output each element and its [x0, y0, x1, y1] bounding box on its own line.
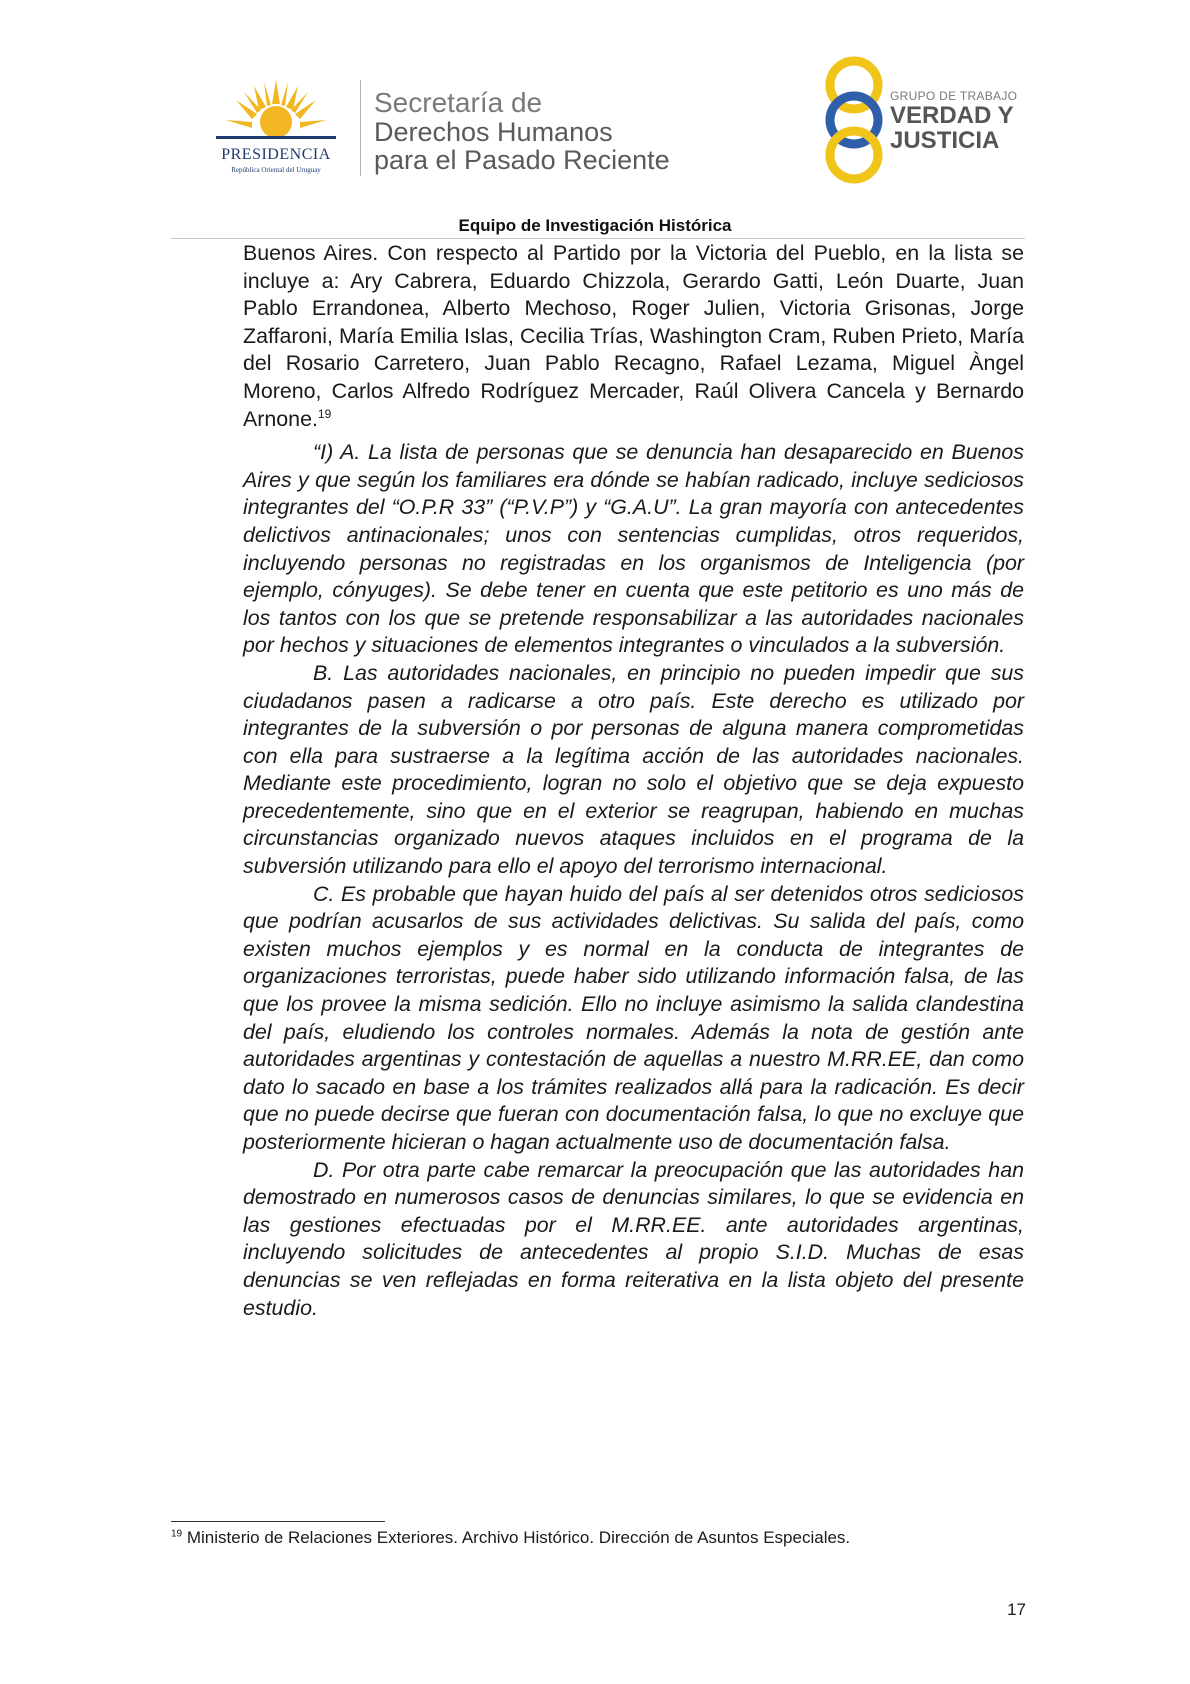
paragraph-intro-text: Buenos Aires. Con respecto al Partido por la Victoria del Pueblo, en la lista se incluye a: Ary Cabrera, Eduardo Chizzola, Gerardo Gatti, León Duarte, Juan Pablo Errandonea, Alberto Mechoso, Roger Julien, Victoria Grisonas, Jorge Zaffaroni, María Emilia Islas, Cecilia Trías, Washington Cram, Ruben Prieto, María del Rosario Carretero, Juan Pablo Recagno, Rafael Lezama, Miguel Àngel Moreno, Carlos Alfredo Rodríguez Mercader, Raúl Olivera Cancela y Bernardo Arnone.	[243, 241, 1024, 431]
presidencia-logo	[196, 78, 356, 178]
footnote	[171, 1528, 850, 1548]
footnote-ref[interactable]: 19	[317, 406, 332, 421]
section-title: Equipo de Investigación Histórica	[458, 216, 732, 235]
footnote-number: 19	[171, 1528, 183, 1540]
presidencia-title: PRESIDENCIA	[221, 146, 331, 163]
header-rule	[171, 238, 1025, 239]
header-divider	[360, 80, 361, 176]
secretaria-line-3: para el Pasado Reciente	[374, 145, 670, 175]
quote-paragraph-c: C. Es probable que hayan huido del país al ser detenidos otros sediciosos que podrían acusarlos de sus actividades delictivas. Su salida del país, como existen muchos ejemplos y es normal en la conducta de integrantes de organizaciones terroristas, puede haber sido utilizando información falsa, de las que los provee la misma sedición. Ello no incluye asimismo la salida clandestina del país, eludiendo los controles normales. Además la nota de gestión ante autoridades argentinas y contestación de aquellas a nuestro M.RR.EE, dan como dato lo sacado en base a los trámites realizados allá para la radicación. Es decir que no puede decirse que fueran con documentación falsa, lo que no excluye que posteriormente hicieran o hagan actualmente uso de documentación falsa.	[243, 881, 1024, 1154]
linked-rings-icon	[820, 55, 890, 185]
grupo-line-3: JUSTICIA	[890, 127, 1000, 154]
quote-paragraph-a: “I) A. La lista de personas que se denuncia han desaparecido en Buenos Aires y que según los familiares era dónde se habían radicado, incluye sediciosos integrantes del “O.P.R 33” (“P.V.P”) y “G.A.U”. La gran mayoría con antecedentes delictivos antinacionales; unos con sentencias cumplidas, otros requeridos, incluyendo personas no registradas en los organismos de Inteligencia (por ejemplo, cónyuges). Se debe tener en cuenta que este petitorio es uno más de los tantos con los que se pretende responsabilizar a las autoridades nacionales por hechos y situaciones de elementos integrantes o vinculados a la subversión.	[243, 440, 1024, 658]
secretaria-logo-text	[374, 88, 670, 174]
secretaria-line-1: Secretaría de	[374, 87, 543, 118]
quote-paragraph-d: D. Por otra parte cabe remarcar la preocupación que las autoridades han demostrado en numerosos casos de denuncias similares, lo que se evidencia en las gestiones efectuadas por el M.RR.EE. ante autoridades argentinas, incluyendo solicitudes de antecedentes al propio S.I.D. Muchas de esas denuncias se ven reflejadas en forma reiterativa en la lista objeto del presente estudio.	[243, 1157, 1024, 1320]
footnote-text: Ministerio de Relaciones Exteriores. Archivo Histórico. Dirección de Asuntos Especiales.	[186, 1528, 851, 1547]
presidencia-subtitle: República Oriental del Uruguay	[231, 166, 321, 174]
body-text	[243, 240, 1024, 1322]
sun-icon	[196, 78, 356, 148]
paragraph-intro	[243, 240, 1024, 433]
footnote-separator	[171, 1521, 385, 1522]
grupo-trabajo-logo	[820, 55, 1020, 185]
grupo-line-2: VERDAD Y	[890, 102, 1014, 129]
grupo-trabajo-text	[890, 89, 1017, 153]
page-header	[0, 0, 1190, 220]
grupo-line-1: GRUPO DE TRABAJO	[890, 89, 1018, 103]
quote-paragraph-b: B. Las autoridades nacionales, en principio no pueden impedir que sus ciudadanos pasen a radicarse a otro país. Este derecho es utilizado por integrantes de la subversión o por personas de alguna manera comprometidas con ella para sustraerse a la legítima acción de las autoridades nacionales. Mediante este procedimiento, logran no solo el objetivo que se deja expuesto precedentemente, sino que en el exterior se reagrupan, habiendo en muchas circunstancias organizado nuevos ataques incluidos en el programa de la subversión utilizando para ello el apoyo del terrorismo internacional.	[243, 660, 1024, 879]
page-number: 17	[1007, 1600, 1026, 1619]
secretaria-line-2: Derechos Humanos	[374, 117, 613, 147]
